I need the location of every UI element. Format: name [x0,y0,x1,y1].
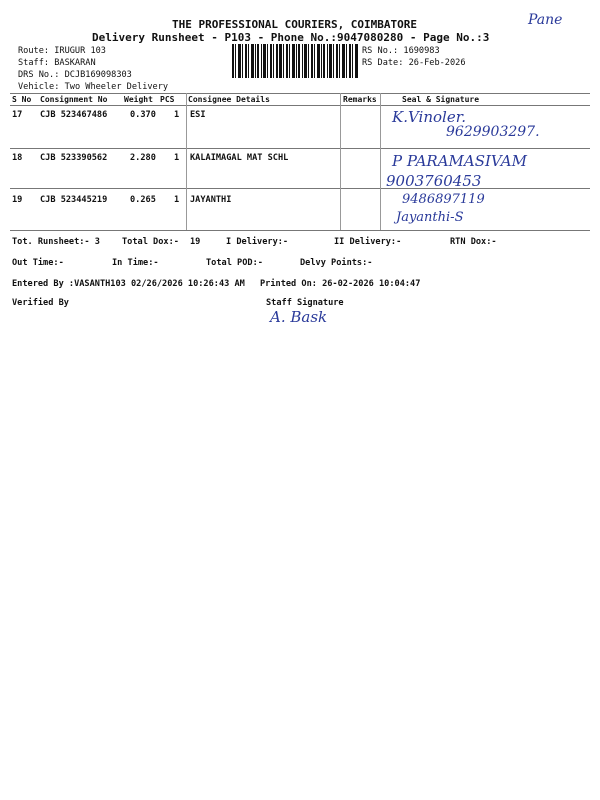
rs-number-value: 1690983 [403,46,440,56]
table-row [12,110,22,120]
col-header-seal: Seal & Signature [402,95,480,104]
handwritten-receiver-name: P PARAMASIVAM [392,152,527,170]
table-row [12,195,22,205]
col-header-consignment: Consignment No [40,95,108,104]
staff-label: Staff: [18,58,50,68]
company-name: THE PROFESSIONAL COURIERS, COIMBATORE [172,18,418,31]
row-sno: 18 [12,153,23,163]
vehicle-line [18,82,168,92]
row-consignee: KALAIMAGAL MAT SCHL [190,153,289,163]
rs-date-line [362,58,466,68]
route-value: IRUGUR 103 [54,46,106,56]
barcode-image [232,44,358,78]
col-header-consignee: Consignee Details [188,95,270,104]
row-pcs: 1 [174,153,180,163]
row-consignee: ESI [190,110,206,120]
handwritten-receiver-phone: 9486897119 [402,192,485,207]
staff-line [18,58,96,68]
i-delivery-label: I Delivery:- [226,237,289,247]
col-header-weight: Weight [124,95,153,104]
route-line [18,46,106,56]
table-row [12,153,22,163]
row-consignment: CJB 523467486 [40,110,108,120]
delvy-points-label: Delvy Points:- [300,258,373,268]
row-weight: 0.370 [130,110,156,120]
row-pcs: 1 [174,110,180,120]
drs-value: DCJB169098303 [64,70,132,80]
vehicle-value: Two Wheeler Delivery [64,82,169,92]
handwritten-corner-note: Pane [528,12,563,28]
vehicle-label: Vehicle: [18,82,60,92]
runsheet-title: Delivery Runsheet - P103 - Phone No.:9047080280 - Page No.:3 [92,31,490,44]
drs-line [18,70,132,80]
row-weight: 2.280 [130,153,156,163]
staff-signature-label: Staff Signature [266,298,344,308]
staff-value: BASKARAN [54,58,96,68]
total-dox-label: Total Dox:- [122,237,179,247]
row-consignment: CJB 523390562 [40,153,108,163]
rs-date-value: 26-Feb-2026 [408,58,466,68]
drs-label: DRS No.: [18,70,60,80]
table-header-border [10,105,590,106]
handwritten-receiver-name: K.Vinoler. [392,108,466,126]
rs-number-label: RS No.: [362,46,399,56]
total-runsheet: Tot. Runsheet:- 3 [12,237,100,247]
route-label: Route: [18,46,50,56]
row-pcs: 1 [174,195,180,205]
column-divider [186,93,187,230]
handwritten-receiver-phone: 9003760453 [386,172,482,190]
ii-delivery-label: II Delivery:- [334,237,402,247]
table-top-border [10,93,590,94]
column-divider [380,93,381,230]
out-time-label: Out Time:- [12,258,64,268]
col-header-pcs: PCS [160,95,175,104]
row-separator [10,188,590,189]
total-dox-value: 19 [190,237,201,247]
verified-by-label: Verified By [12,298,69,308]
row-weight: 0.265 [130,195,156,205]
column-divider [340,93,341,230]
rs-date-label: RS Date: [362,58,404,68]
row-separator [10,148,590,149]
col-header-remarks: Remarks [343,95,377,104]
handwritten-staff-signature: A. Bask [270,308,328,326]
row-consignee: JAYANTHI [190,195,232,205]
row-sno: 17 [12,110,23,120]
rtn-dox-label: RTN Dox:- [450,237,497,247]
handwritten-receiver-phone: 9629903297. [446,124,540,140]
table-bottom-border [10,230,590,231]
handwritten-receiver-name: Jayanthi-S [396,210,464,225]
row-consignment: CJB 523445219 [40,195,108,205]
total-pod-label: Total POD:- [206,258,263,268]
rs-number-line [362,46,440,56]
row-sno: 19 [12,195,23,205]
entered-by: Entered By :VASANTH103 02/26/2026 10:26:43 AM [12,279,245,289]
col-header-sno: S No [12,95,32,104]
printed-on: Printed On: 26-02-2026 10:04:47 [260,279,421,289]
in-time-label: In Time:- [112,258,159,268]
